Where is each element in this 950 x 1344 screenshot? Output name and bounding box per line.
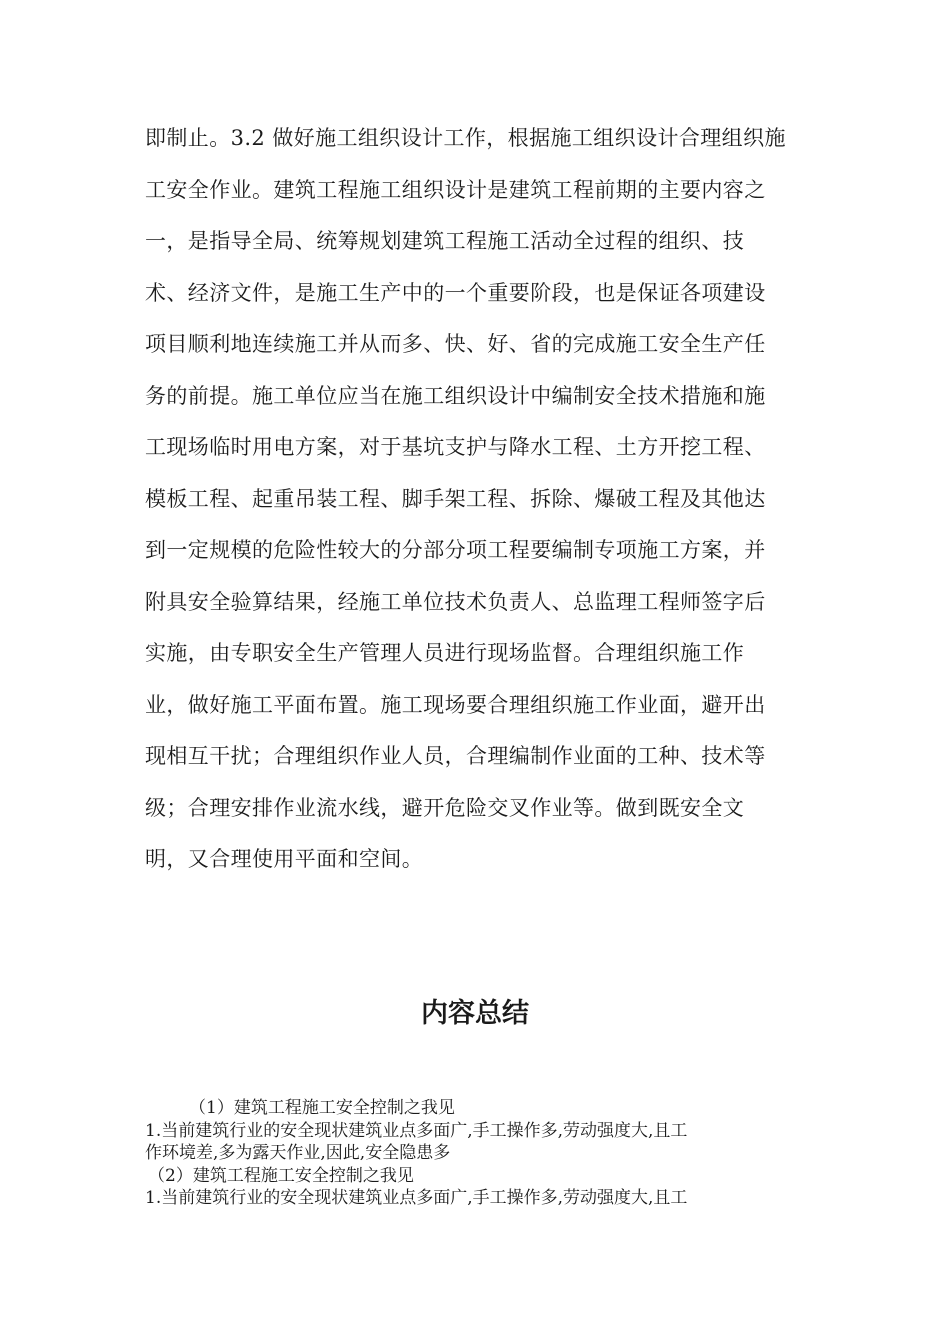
body-line: 工现场临时用电方案，对于基坑支护与降水工程、土方开挖工程、 bbox=[145, 435, 766, 459]
body-line: 一，是指导全局、统筹规划建筑工程施工活动全过程的组织、技 bbox=[145, 229, 745, 253]
summary-item-2-heading: （2）建筑工程施工安全控制之我见 bbox=[148, 1165, 414, 1186]
body-line: 项目顺利地连续施工并从而多、快、好、省的完成施工安全生产任 bbox=[145, 332, 766, 356]
body-line: 术、经济文件，是施工生产中的一个重要阶段，也是保证各项建设 bbox=[145, 280, 766, 305]
body-line: 即制止。3.2 做好施工组织设计工作，根据施工组织设计合理组织施 bbox=[145, 126, 786, 150]
body-line: 级；合理安排作业流水线，避开危险交叉作业等。做到既安全文 bbox=[145, 795, 745, 820]
body-line: 业，做好施工平面布置。施工现场要合理组织施工作业面，避开出 bbox=[145, 692, 766, 717]
body-line: 实施，由专职安全生产管理人员进行现场监督。合理组织施工作 bbox=[145, 641, 745, 665]
summary-item-2-line-1: 1.当前建筑行业的安全现状建筑业点多面广,手工操作多,劳动强度大,且工 bbox=[145, 1188, 688, 1208]
body-line: 模板工程、起重吊装工程、脚手架工程、拆除、爆破工程及其他达 bbox=[145, 486, 766, 511]
summary-item-1-heading: （1）建筑工程施工安全控制之我见 bbox=[189, 1098, 455, 1118]
summary-section bbox=[145, 1097, 810, 1210]
body-paragraph bbox=[145, 118, 810, 891]
body-line: 务的前提。施工单位应当在施工组织设计中编制安全技术措施和施 bbox=[145, 383, 766, 408]
summary-title: 内容总结 bbox=[421, 998, 529, 1029]
body-line: 附具安全验算结果，经施工单位技术负责人、总监理工程师签字后 bbox=[145, 589, 766, 614]
body-line: 明，又合理使用平面和空间。 bbox=[145, 847, 424, 871]
body-line: 现相互干扰；合理组织作业人员，合理编制作业面的工种、技术等 bbox=[145, 744, 766, 768]
summary-item-1-line-2: 作环境差,多为露天作业,因此,安全隐患多 bbox=[145, 1143, 451, 1163]
body-line: 到一定规模的危险性较大的分部分项工程要编制专项施工方案，并 bbox=[145, 538, 766, 562]
body-line: 工安全作业。建筑工程施工组织设计是建筑工程前期的主要内容之 bbox=[145, 177, 766, 202]
summary-item-1-line-1: 1.当前建筑行业的安全现状建筑业点多面广,手工操作多,劳动强度大,且工 bbox=[145, 1120, 688, 1141]
